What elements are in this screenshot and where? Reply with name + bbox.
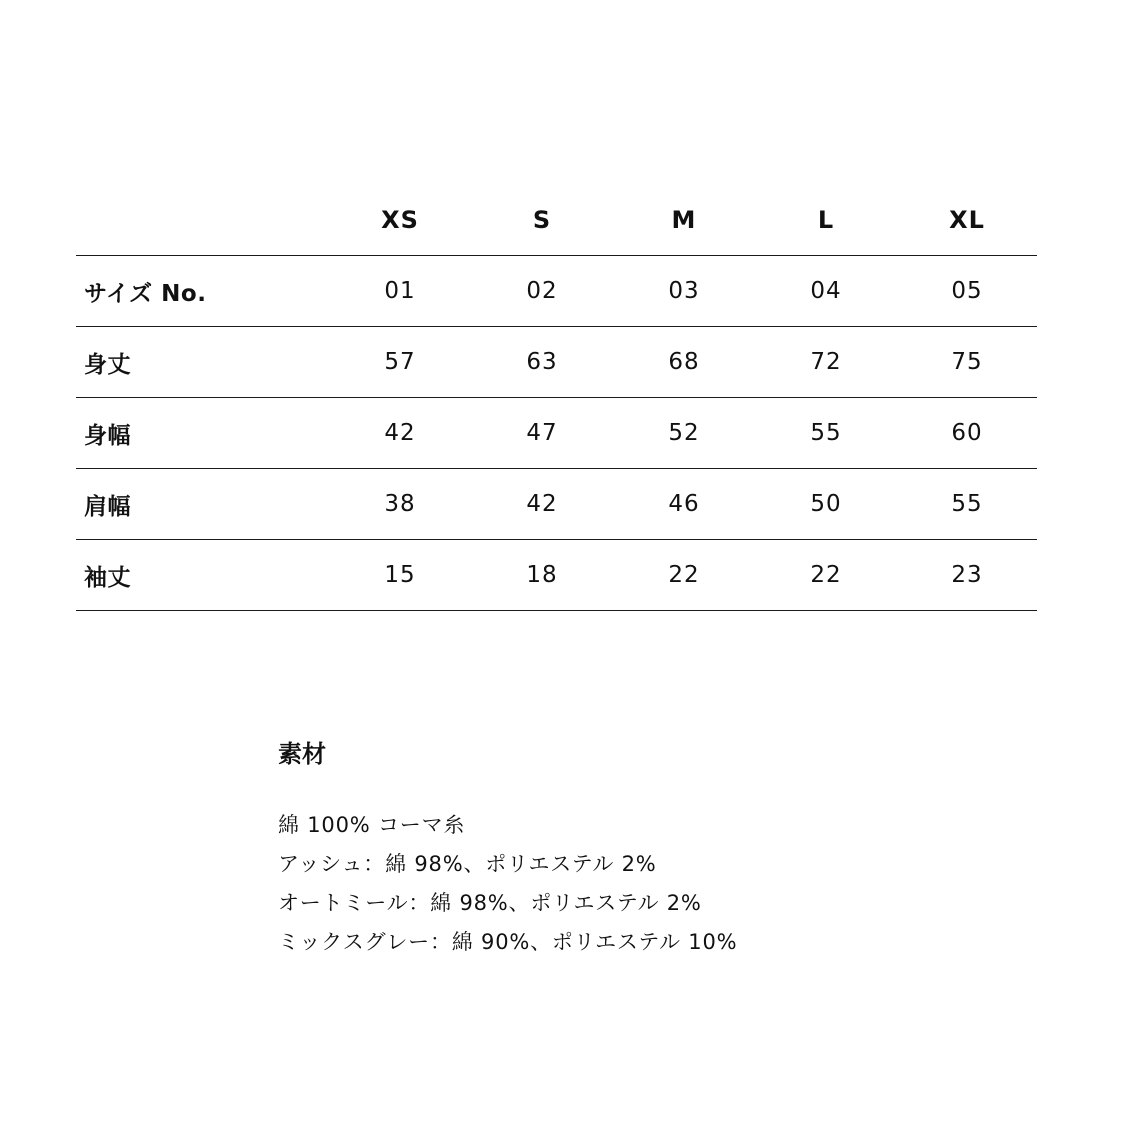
table-cell: 57 [384, 349, 416, 375]
table-cell: 15 [384, 562, 416, 588]
row-label: サイズ No. [84, 280, 207, 307]
table-cell: 68 [668, 349, 700, 375]
size-header-xl: XL [949, 205, 985, 234]
sleeve-length-row [76, 540, 1037, 611]
table-cell: 55 [951, 491, 983, 517]
table-cell: 42 [526, 491, 558, 517]
body-length-row [76, 327, 1037, 398]
table-cell: 50 [810, 491, 842, 517]
table-cell: 75 [951, 349, 983, 375]
size-header-m: M [671, 205, 697, 234]
material-line: オートミール：綿 98%、ポリエステル 2% [278, 891, 702, 915]
material-line: アッシュ：綿 98%、ポリエステル 2% [278, 852, 657, 876]
size-number-row [76, 256, 1037, 327]
row-label: 身丈 [84, 351, 131, 378]
material-title: 素材 [278, 740, 326, 768]
row-label: 袖丈 [84, 564, 131, 591]
size-chart-table [76, 184, 1037, 611]
size-header-l: L [817, 205, 835, 234]
table-cell: 18 [526, 562, 558, 588]
material-line: 綿 100% コーマ糸 [278, 813, 466, 837]
size-header-row [76, 184, 1037, 256]
table-cell: 63 [526, 349, 558, 375]
table-cell: 22 [810, 562, 842, 588]
table-cell: 05 [951, 278, 983, 304]
table-cell: 02 [526, 278, 558, 304]
row-label: 肩幅 [84, 493, 131, 520]
table-cell: 22 [668, 562, 700, 588]
size-header-xs: XS [381, 205, 419, 234]
table-cell: 46 [668, 491, 700, 517]
shoulder-width-row [76, 469, 1037, 540]
material-section [278, 732, 978, 962]
table-cell: 03 [668, 278, 700, 304]
table-cell: 04 [810, 278, 842, 304]
table-cell: 42 [384, 420, 416, 446]
table-cell: 72 [810, 349, 842, 375]
table-cell: 60 [951, 420, 983, 446]
body-width-row [76, 398, 1037, 469]
table-cell: 47 [526, 420, 558, 446]
table-cell: 55 [810, 420, 842, 446]
row-label: 身幅 [84, 422, 131, 449]
table-cell: 38 [384, 491, 416, 517]
size-header-s: S [532, 205, 552, 234]
table-cell: 23 [951, 562, 983, 588]
material-line: ミックスグレー：綿 90%、ポリエステル 10% [278, 930, 738, 954]
table-cell: 01 [384, 278, 416, 304]
table-cell: 52 [668, 420, 700, 446]
